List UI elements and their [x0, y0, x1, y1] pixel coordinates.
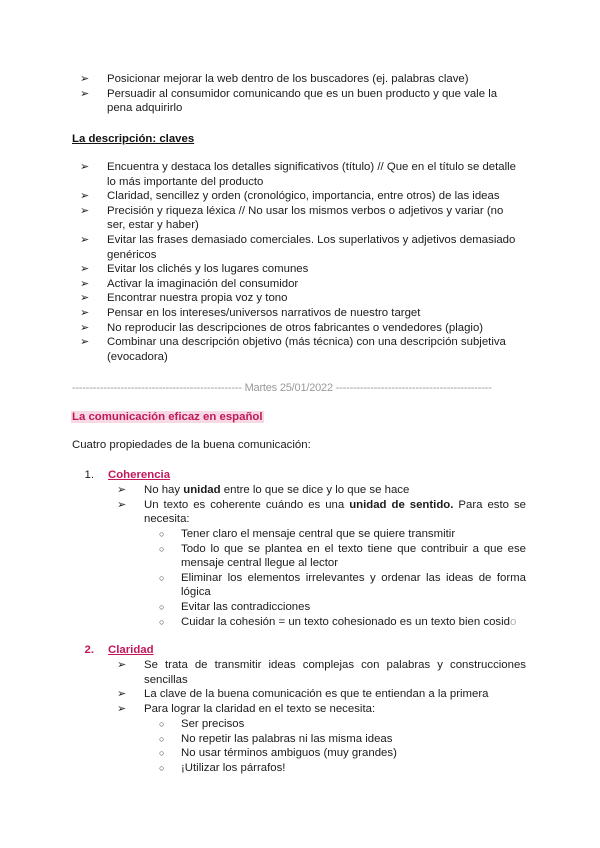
list-item: ○ No repetir las palabras ni las misma ideas — [159, 732, 526, 747]
claridad-number: 2. — [84, 644, 94, 656]
list-item: ➢ Combinar una descripción objetivo (más técnica) con una descripción subjetiva (evocadora) — [80, 335, 520, 364]
list-item: ○ Ser precisos — [159, 717, 526, 732]
intro-text: Cuatro propiedades de la buena comunicación: — [72, 439, 311, 451]
claridad-bullet-list — [117, 658, 526, 716]
list-item: ○ ¡Utilizar los párrafos! — [159, 761, 526, 776]
divider-dashes-left: ------------------------------------------------- — [72, 382, 242, 394]
list-item: ○ Tener claro el mensaje central que se quiere transmitir — [159, 527, 526, 542]
descripcion-bullet-list — [80, 160, 520, 364]
list-item: ➢ Claridad, sencillez y orden (cronológico, importancia, entre otros) de las ideas — [80, 189, 520, 204]
coherencia-heading: Coherencia — [108, 469, 171, 481]
list-item: ➢ No reproducir las descripciones de otros fabricantes o vendedores (plagio) — [80, 321, 520, 336]
coherencia-sub-list — [159, 527, 526, 629]
text-run: Un texto es coherente cuándo es una — [144, 498, 350, 511]
list-item: ➢ Pensar en los intereses/universos narrativos de nuestro target — [80, 306, 520, 321]
list-item — [159, 615, 526, 630]
date-divider — [72, 381, 492, 396]
list-item: ➢ Se trata de transmitir ideas complejas con palabras y construcciones sencillas — [117, 658, 526, 687]
top-bullet-list — [80, 72, 520, 116]
list-item: ➢ Activar la imaginación del consumidor — [80, 277, 520, 292]
text-run: entre lo que se dice y lo que se hace — [220, 484, 410, 496]
list-item: ➢ Precisión y riqueza léxica // No usar los mismos verbos o adjetivos y variar (no ser, estar y haber) — [80, 204, 520, 233]
list-item: ➢ Encuentra y destaca los detalles significativos (título) // Que en el título se detalle lo más importante del producto — [80, 160, 520, 189]
list-item — [117, 483, 526, 498]
section-heading-comunicacion: La comunicación eficaz en español — [72, 411, 263, 423]
divider-date: Martes 25/01/2022 — [244, 382, 333, 394]
text-run-faded: o — [509, 615, 517, 628]
list-item: ➢ Evitar las frases demasiado comerciales. Los superlativos y adjetivos demasiado genéricos — [80, 233, 520, 262]
list-item: ○ Todo lo que se plantea en el texto tiene que contribuir a que ese mensaje central llegue al lector — [159, 542, 526, 571]
bold-run: unidad — [183, 484, 221, 496]
coherencia-number: 1. — [84, 469, 94, 481]
list-item: ○ No usar términos ambiguos (muy grandes) — [159, 746, 526, 761]
list-item: ○ Evitar las contradicciones — [159, 600, 526, 615]
claridad-sub-list — [159, 717, 526, 775]
text-run: Para esto se necesita: — [144, 498, 526, 526]
list-item: ➢ Encontrar nuestra propia voz y tono — [80, 291, 520, 306]
bold-run: unidad de sentido. — [349, 498, 454, 511]
list-item: ➢ Posicionar mejorar la web dentro de los buscadores (ej. palabras clave) — [80, 72, 520, 87]
coherencia-bullet-list — [117, 483, 526, 527]
list-item — [117, 498, 526, 527]
section-heading-descripcion: La descripción: claves — [72, 133, 195, 145]
claridad-heading: Claridad — [108, 644, 154, 656]
list-item: ➢ Persuadir al consumidor comunicando que es un buen producto y que vale la pena adquirirlo — [80, 87, 520, 116]
list-item: ➢ Para lograr la claridad en el texto se necesita: — [117, 702, 526, 717]
list-item: ○ Eliminar los elementos irrelevantes y ordenar las ideas de forma lógica — [159, 571, 526, 600]
list-item: ➢ Evitar los clichés y los lugares comunes — [80, 262, 520, 277]
text-run: Cuidar la cohesión = un texto cohesionado es un texto bien cosid — [181, 615, 510, 628]
section-heading-comunicacion-wrap — [71, 410, 264, 425]
list-item: ➢ La clave de la buena comunicación es que te entiendan a la primera — [117, 687, 526, 702]
text-run: No hay — [144, 484, 184, 496]
divider-dashes-right: --------------------------------------------- — [335, 382, 492, 394]
